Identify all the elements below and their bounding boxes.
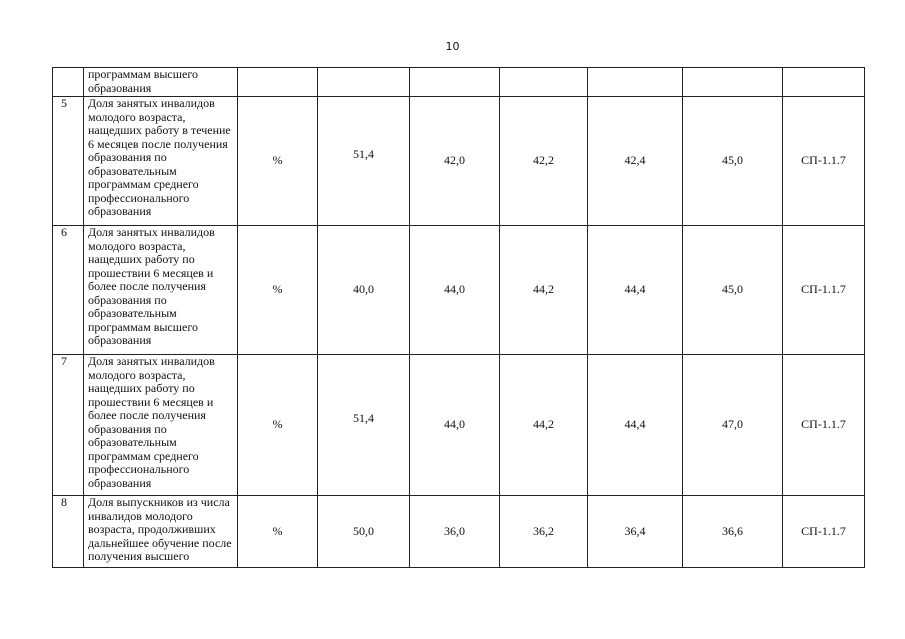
row-value-1: 51,4	[318, 355, 410, 496]
row-value-5: 47,0	[683, 355, 783, 496]
row-code: СП-1.1.7	[783, 226, 865, 355]
row-value-3: 42,2	[500, 97, 588, 226]
row-value-4: 42,4	[588, 97, 683, 226]
row-value-5: 45,0	[683, 97, 783, 226]
row-value-3: 36,2	[500, 496, 588, 568]
table-row	[53, 496, 865, 568]
row-number: 8	[53, 496, 84, 568]
row-code: СП-1.1.7	[783, 496, 865, 568]
row-description: Доля занятых инвалидов молодого возраста, нащедших работу по прошествии 6 месяцев и более после получения образования по образовательным программам среднего профессионального образования	[84, 355, 238, 496]
table-row	[53, 97, 865, 226]
row-value-2: 44,0	[410, 226, 500, 355]
row-value-1: 51,4	[318, 97, 410, 226]
row-number: 7	[53, 355, 84, 496]
table-row-continuation	[53, 68, 865, 97]
page-number: 10	[445, 40, 460, 53]
indicators-table	[52, 67, 865, 568]
row-value-2: 44,0	[410, 355, 500, 496]
row-value-5: 45,0	[683, 226, 783, 355]
row-unit: %	[238, 226, 318, 355]
row-value-3: 44,2	[500, 226, 588, 355]
row-value-5: 36,6	[683, 496, 783, 568]
row-value-2: 42,0	[410, 97, 500, 226]
table-row	[53, 355, 865, 496]
row-unit: %	[238, 355, 318, 496]
row-value-4: 44,4	[588, 226, 683, 355]
row-code: СП-1.1.7	[783, 355, 865, 496]
row-value-4: 44,4	[588, 355, 683, 496]
row-unit: %	[238, 496, 318, 568]
row-number	[53, 68, 84, 97]
row-value-4: 36,4	[588, 496, 683, 568]
row-description: программам высшего образования	[84, 68, 238, 97]
row-unit: %	[238, 97, 318, 226]
table-row	[53, 226, 865, 355]
row-description: Доля занятых инвалидов молодого возраста, нащедших работу в течение 6 месяцев после получения образования по образовательным программам среднего профессионального образования	[84, 97, 238, 226]
row-number: 5	[53, 97, 84, 226]
row-description: Доля выпускников из числа инвалидов молодого возраста, продолживших дальнейшее обучение после получения высшего	[84, 496, 238, 568]
row-value-1: 50,0	[318, 496, 410, 568]
row-value-1: 40,0	[318, 226, 410, 355]
row-number: 6	[53, 226, 84, 355]
row-value-3: 44,2	[500, 355, 588, 496]
row-description: Доля занятых инвалидов молодого возраста, нащедших работу по прошествии 6 месяцев и более после получения образования по образовательным программам высшего образования	[84, 226, 238, 355]
row-code: СП-1.1.7	[783, 97, 865, 226]
row-value-2: 36,0	[410, 496, 500, 568]
